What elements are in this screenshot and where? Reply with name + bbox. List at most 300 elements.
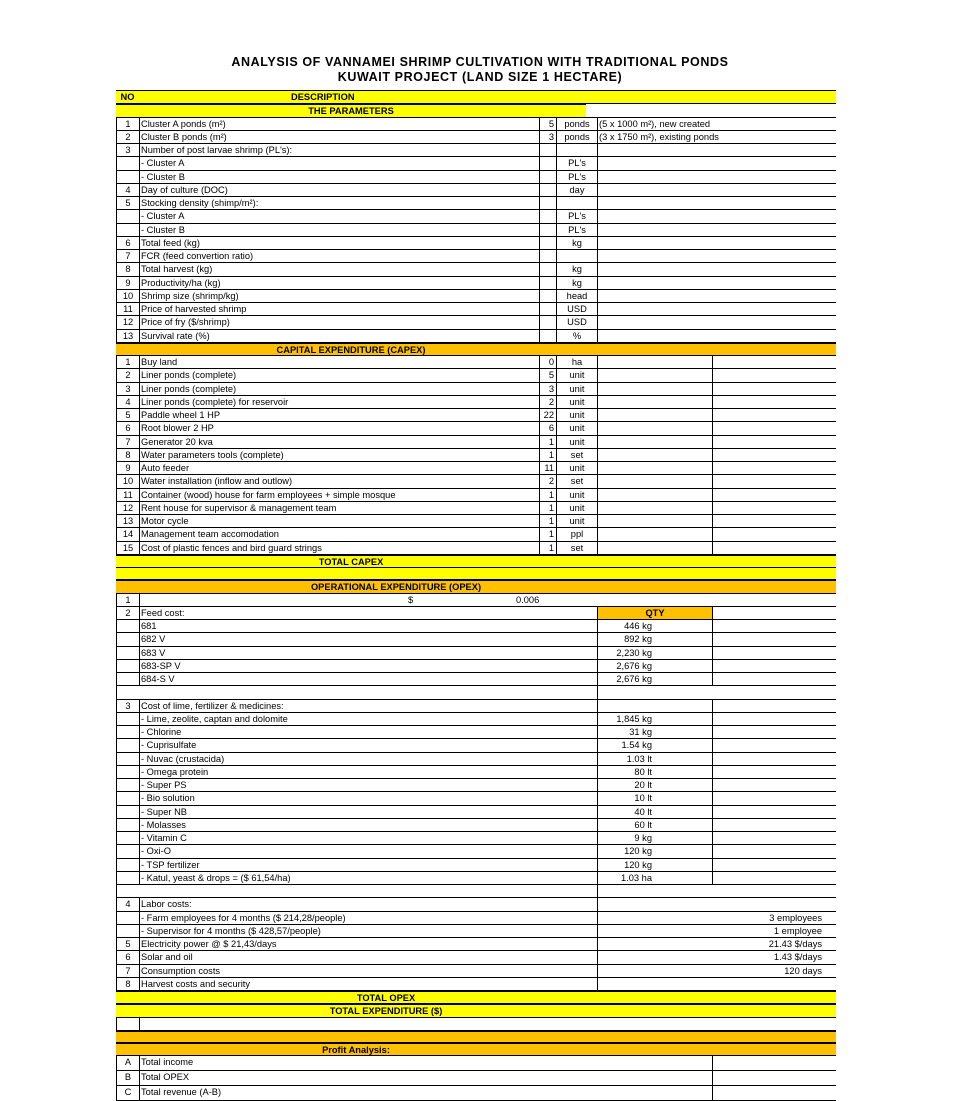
blank-band-fill xyxy=(116,568,836,580)
parameter-row xyxy=(116,224,836,237)
spacer-row xyxy=(116,885,836,898)
parameter-row xyxy=(116,303,836,316)
row-qty: 2,676 kg xyxy=(597,660,712,672)
row-description: - Bio solution xyxy=(139,792,539,804)
row-unit: USD xyxy=(556,303,597,315)
labor-row xyxy=(116,938,836,951)
row-quantity: 2 xyxy=(539,396,556,408)
row-unit: ponds xyxy=(556,118,597,130)
row-total xyxy=(712,383,836,395)
row-description: Total harvest (kg) xyxy=(139,263,539,275)
row-value xyxy=(712,1056,827,1070)
row-description: Electricity power @ $ 21,43/days xyxy=(139,938,539,950)
row-number: 6 xyxy=(116,951,139,963)
row-number xyxy=(116,739,139,751)
fry-value: 0.006 xyxy=(516,594,540,605)
row-note xyxy=(597,197,836,209)
row-number: C xyxy=(116,1086,139,1100)
row-description: Total OPEX xyxy=(139,1071,539,1085)
row-description: - Cluster A xyxy=(139,210,539,222)
row-unit xyxy=(556,250,597,262)
row-number xyxy=(116,845,139,857)
document-subtitle: KUWAIT PROJECT (LAND SIZE 1 HECTARE) xyxy=(337,70,623,84)
row-unit: head xyxy=(556,290,597,302)
row-number: B xyxy=(116,1071,139,1085)
total-opex-row-label: TOTAL OPEX xyxy=(116,991,836,1003)
row-description: Shrimp size (shrimp/kg) xyxy=(139,290,539,302)
total-expenditure-row-label: TOTAL EXPENDITURE ($) xyxy=(116,1004,836,1016)
row-number: 14 xyxy=(116,528,139,540)
row-number xyxy=(116,806,139,818)
row-description: 683 V xyxy=(139,647,539,659)
row-number xyxy=(116,872,139,884)
spacer xyxy=(597,885,712,897)
section-capex xyxy=(116,343,836,356)
row-cost xyxy=(712,633,836,645)
row-number: 1 xyxy=(116,594,139,606)
row-qty: 9 kg xyxy=(597,832,712,844)
row-quantity: 3 xyxy=(539,383,556,395)
row-note xyxy=(597,263,836,275)
row-description: - Cluster A xyxy=(139,157,539,169)
row-note xyxy=(597,277,836,289)
section-parameters xyxy=(116,104,836,117)
row-cost xyxy=(712,713,836,725)
total-capex-row xyxy=(116,555,836,568)
row-quantity: 11 xyxy=(539,462,556,474)
row-description: Cluster B ponds (m²) xyxy=(139,131,539,143)
row-description: - Farm employees for 4 months ($ 214,28/people) xyxy=(139,912,539,924)
row-number: A xyxy=(116,1056,139,1070)
fry-currency: $ xyxy=(408,594,414,605)
row-rate xyxy=(597,898,598,910)
row-number: 2 xyxy=(116,369,139,381)
row-cost xyxy=(712,726,836,738)
row-unit: day xyxy=(556,184,597,196)
row-qty xyxy=(612,898,822,910)
section-profit-label: Profit Analysis: xyxy=(116,1043,836,1055)
row-price xyxy=(597,502,712,514)
row-note xyxy=(597,303,836,315)
row-unit: ppl xyxy=(556,528,597,540)
row-number xyxy=(116,210,139,222)
row-number xyxy=(116,633,139,645)
capex-row xyxy=(116,462,836,475)
row-qty: 120 kg xyxy=(597,859,712,871)
lime-row xyxy=(116,819,836,832)
row-description: Harvest costs and security xyxy=(139,978,539,990)
parameter-row xyxy=(116,330,836,343)
capex-row xyxy=(116,396,836,409)
spacer-row xyxy=(116,686,836,699)
row-number: 4 xyxy=(116,396,139,408)
row-number: 1 xyxy=(116,118,139,130)
parameter-row xyxy=(116,316,836,329)
row-quantity: 1 xyxy=(539,542,556,554)
total-capex-row-label: TOTAL CAPEX xyxy=(116,555,836,567)
row-description: - Lime, zeolite, captan and dolomite xyxy=(139,713,539,725)
row-qty: 892 kg xyxy=(597,633,712,645)
row-description: Day of culture (DOC) xyxy=(139,184,539,196)
row-number xyxy=(116,713,139,725)
row-price xyxy=(597,449,712,461)
row-number xyxy=(116,647,139,659)
row-qty: 60 lt xyxy=(597,819,712,831)
row-quantity xyxy=(539,171,556,183)
row-note xyxy=(597,250,836,262)
lime-row xyxy=(116,872,836,885)
row-number: 9 xyxy=(116,277,139,289)
labor-row xyxy=(116,912,836,925)
labor-row xyxy=(116,978,836,991)
row-number: 2 xyxy=(116,607,139,619)
row-total xyxy=(712,528,836,540)
profit-row xyxy=(116,1071,836,1086)
row-price xyxy=(597,369,712,381)
feed-row xyxy=(116,647,836,660)
row-unit: unit xyxy=(556,409,597,421)
row-description: Consumption costs xyxy=(139,965,539,977)
capex-row xyxy=(116,369,836,382)
row-quantity: 6 xyxy=(539,422,556,434)
row-unit: unit xyxy=(556,489,597,501)
row-description: Container (wood) house for farm employees + simple mosque xyxy=(139,489,539,501)
row-qty: 40 lt xyxy=(597,806,712,818)
row-description: FCR (feed convertion ratio) xyxy=(139,250,539,262)
row-note xyxy=(597,171,836,183)
row-quantity xyxy=(539,330,556,342)
row-unit xyxy=(556,144,597,156)
row-description: 682 V xyxy=(139,633,539,645)
row-description: - Oxi-O xyxy=(139,845,539,857)
row-qty: 2,676 kg xyxy=(597,673,712,685)
row-unit: % xyxy=(556,330,597,342)
row-description: Liner ponds (complete) xyxy=(139,369,539,381)
labor-row xyxy=(116,951,836,964)
row-number: 11 xyxy=(116,303,139,315)
row-description: - Supervisor for 4 months ($ 428,57/people) xyxy=(139,925,539,937)
row-number: 4 xyxy=(116,184,139,196)
spacer xyxy=(139,1018,539,1030)
row-unit: set xyxy=(556,449,597,461)
row-unit: PL's xyxy=(556,171,597,183)
row-description: Stocking density (shimp/m²): xyxy=(139,197,539,209)
capex-row xyxy=(116,356,836,369)
capex-row xyxy=(116,528,836,541)
row-qty: 21.43 $/days xyxy=(768,939,822,949)
lime-row xyxy=(116,832,836,845)
row-description: - Super PS xyxy=(139,779,539,791)
section-parameters-label: THE PARAMETERS xyxy=(116,104,586,116)
row-quantity xyxy=(539,263,556,275)
row-description: Price of harvested shrimp xyxy=(139,303,539,315)
row-number: 15 xyxy=(116,542,139,554)
row-note xyxy=(597,144,836,156)
row-quantity xyxy=(539,290,556,302)
row-description: Total income xyxy=(139,1056,539,1070)
row-quantity xyxy=(539,224,556,236)
row-total xyxy=(712,475,836,487)
row-value xyxy=(712,1086,827,1100)
row-number xyxy=(116,859,139,871)
lime-row xyxy=(116,845,836,858)
row-description: Feed cost: xyxy=(139,607,539,619)
row-number: 12 xyxy=(116,502,139,514)
row-unit: unit xyxy=(556,436,597,448)
row-qty: 1,845 kg xyxy=(597,713,712,725)
column-no-header: NO xyxy=(116,91,139,103)
capex-row xyxy=(116,422,836,435)
row-number: 8 xyxy=(116,449,139,461)
spreadsheet-table xyxy=(116,90,836,1101)
lime-row xyxy=(116,792,836,805)
row-description: - TSP fertilizer xyxy=(139,859,539,871)
row-description: Cost of plastic fences and bird guard strings xyxy=(139,542,539,554)
row-number: 3 xyxy=(116,700,139,712)
row-total xyxy=(712,542,836,554)
row-number xyxy=(116,819,139,831)
parameter-row xyxy=(116,197,836,210)
section-opex-label: OPERATIONAL EXPENDITURE (OPEX) xyxy=(116,580,836,592)
row-description: - Chlorine xyxy=(139,726,539,738)
row-description xyxy=(139,594,141,606)
row-unit: unit xyxy=(556,422,597,434)
row-number xyxy=(116,157,139,169)
row-quantity: 0 xyxy=(539,356,556,368)
capex-row xyxy=(116,475,836,488)
row-quantity: 1 xyxy=(539,515,556,527)
row-qty: 3 employees xyxy=(769,912,822,923)
row-number xyxy=(116,620,139,632)
blank-row xyxy=(116,1018,836,1031)
row-cost xyxy=(712,845,836,857)
row-note xyxy=(597,290,836,302)
row-quantity xyxy=(539,250,556,262)
row-price xyxy=(597,515,712,527)
lime-row xyxy=(116,859,836,872)
section-opex xyxy=(116,580,836,593)
row-description: Paddle wheel 1 HP xyxy=(139,409,539,421)
row-note xyxy=(597,210,836,222)
opex-lime-row xyxy=(116,700,836,713)
row-description: Generator 20 kva xyxy=(139,436,539,448)
row-description: Water installation (inflow and outlow) xyxy=(139,475,539,487)
row-total xyxy=(712,449,836,461)
row-number xyxy=(116,779,139,791)
row-quantity: 1 xyxy=(539,489,556,501)
row-total xyxy=(712,356,836,368)
row-price xyxy=(597,542,712,554)
row-unit: unit xyxy=(556,515,597,527)
total-opex-row xyxy=(116,991,836,1004)
row-description: Labor costs: xyxy=(139,898,539,910)
row-qty: 1.43 $/days xyxy=(773,952,822,963)
row-description: Liner ponds (complete) for reservoir xyxy=(139,396,539,408)
row-unit: PL's xyxy=(556,224,597,236)
row-description: - Molasses xyxy=(139,819,539,831)
row-unit: unit xyxy=(556,369,597,381)
row-description: Price of fry ($/shrimp) xyxy=(139,316,539,328)
row-description: Auto feeder xyxy=(139,462,539,474)
row-quantity xyxy=(539,184,556,196)
row-cost xyxy=(712,620,836,632)
row-note xyxy=(597,237,836,249)
parameter-row xyxy=(116,157,836,170)
row-price xyxy=(597,356,712,368)
row-price xyxy=(597,462,712,474)
capex-row xyxy=(116,383,836,396)
row-note: (5 x 1000 m²), new created xyxy=(597,118,836,130)
row-quantity xyxy=(539,237,556,249)
row-total xyxy=(712,409,836,421)
row-number: 3 xyxy=(116,383,139,395)
lime-row xyxy=(116,753,836,766)
row-number xyxy=(116,171,139,183)
row-note xyxy=(597,157,836,169)
row-qty: 1 employee xyxy=(773,925,822,936)
capex-row xyxy=(116,489,836,502)
opex-fry-row xyxy=(116,594,836,607)
row-quantity xyxy=(539,197,556,209)
row-number xyxy=(116,224,139,236)
total-expenditure-row xyxy=(116,1004,836,1017)
row-description: - Cuprisulfate xyxy=(139,739,539,751)
row-description: 683-SP V xyxy=(139,660,539,672)
parameter-row xyxy=(116,171,836,184)
spacer xyxy=(116,1018,139,1030)
row-unit: PL's xyxy=(556,210,597,222)
row-number: 8 xyxy=(116,978,139,990)
row-quantity: 1 xyxy=(539,449,556,461)
row-unit: ha xyxy=(556,356,597,368)
row-description: Total revenue (A-B) xyxy=(139,1086,539,1100)
parameter-row xyxy=(116,184,836,197)
row-description: - Super NB xyxy=(139,806,539,818)
row-description: 684-S V xyxy=(139,673,539,685)
row-total xyxy=(712,502,836,514)
row-value xyxy=(712,1071,827,1085)
row-total xyxy=(712,436,836,448)
row-description: - Katul, yeast & drops = ($ 61,54/ha) xyxy=(139,872,539,884)
capex-row xyxy=(116,502,836,515)
parameter-row xyxy=(116,263,836,276)
parameter-row xyxy=(116,210,836,223)
row-rate xyxy=(597,965,598,977)
row-number: 10 xyxy=(116,290,139,302)
row-unit xyxy=(556,197,597,209)
parameter-row xyxy=(116,290,836,303)
row-cost xyxy=(712,859,836,871)
row-description: - Nuvac (crustacida) xyxy=(139,753,539,765)
row-unit: unit xyxy=(556,462,597,474)
row-cost xyxy=(712,766,836,778)
row-note xyxy=(597,316,836,328)
row-total xyxy=(712,489,836,501)
row-unit: kg xyxy=(556,277,597,289)
lime-row xyxy=(116,739,836,752)
feed-row xyxy=(116,620,836,633)
row-number: 13 xyxy=(116,515,139,527)
row-number: 10 xyxy=(116,475,139,487)
lime-row xyxy=(116,726,836,739)
row-number: 7 xyxy=(116,965,139,977)
row-unit: kg xyxy=(556,263,597,275)
row-number: 2 xyxy=(116,131,139,143)
row-rate xyxy=(597,912,598,924)
row-unit: set xyxy=(556,542,597,554)
lime-row xyxy=(116,806,836,819)
row-price xyxy=(597,475,712,487)
row-quantity: 22 xyxy=(539,409,556,421)
row-description: Productivity/ha (kg) xyxy=(139,277,539,289)
row-cost xyxy=(712,660,836,672)
row-number: 7 xyxy=(116,436,139,448)
row-qty: 1.03 ha xyxy=(597,872,712,884)
row-description: - Vitamin C xyxy=(139,832,539,844)
row-quantity: 1 xyxy=(539,528,556,540)
parameter-row xyxy=(116,277,836,290)
row-cost xyxy=(712,832,836,844)
row-note xyxy=(597,330,836,342)
row-description: Motor cycle xyxy=(139,515,539,527)
row-description: Cost of lime, fertilizer & medicines: xyxy=(139,700,539,712)
row-price xyxy=(597,396,712,408)
row-description: - Cluster B xyxy=(139,224,539,236)
row-qty: 80 lt xyxy=(597,766,712,778)
section-profit xyxy=(116,1043,836,1056)
parameter-row xyxy=(116,250,836,263)
row-quantity xyxy=(539,157,556,169)
row-cost xyxy=(712,673,836,685)
row-unit: unit xyxy=(556,396,597,408)
capex-row xyxy=(116,449,836,462)
row-note xyxy=(597,224,836,236)
row-price xyxy=(597,409,712,421)
row-unit: unit xyxy=(556,383,597,395)
row-cost xyxy=(712,700,836,712)
row-description: Cluster A ponds (m²) xyxy=(139,118,539,130)
row-cost xyxy=(712,753,836,765)
row-unit: kg xyxy=(556,237,597,249)
row-description: - Omega protein xyxy=(139,766,539,778)
row-quantity xyxy=(539,144,556,156)
capex-row xyxy=(116,436,836,449)
row-quantity: 1 xyxy=(539,502,556,514)
row-number xyxy=(116,660,139,672)
row-rate xyxy=(597,938,598,950)
row-description: Total feed (kg) xyxy=(139,237,539,249)
row-number: 7 xyxy=(116,250,139,262)
row-cost xyxy=(712,872,836,884)
feed-row xyxy=(116,660,836,673)
row-qty: 120 days xyxy=(784,965,822,976)
feed-row xyxy=(116,673,836,686)
row-number xyxy=(116,726,139,738)
row-description: Water parameters tools (complete) xyxy=(139,449,539,461)
blank-band-2 xyxy=(116,1031,836,1043)
row-number: 12 xyxy=(116,316,139,328)
row-quantity: 2 xyxy=(539,475,556,487)
capex-row xyxy=(116,542,836,555)
row-number: 8 xyxy=(116,263,139,275)
row-cost xyxy=(712,806,836,818)
row-description: - Cluster B xyxy=(139,171,539,183)
spacer xyxy=(597,686,712,698)
row-description: Survival rate (%) xyxy=(139,330,539,342)
row-total xyxy=(712,396,836,408)
row-qty: 120 kg xyxy=(597,845,712,857)
row-qty: 20 lt xyxy=(597,779,712,791)
